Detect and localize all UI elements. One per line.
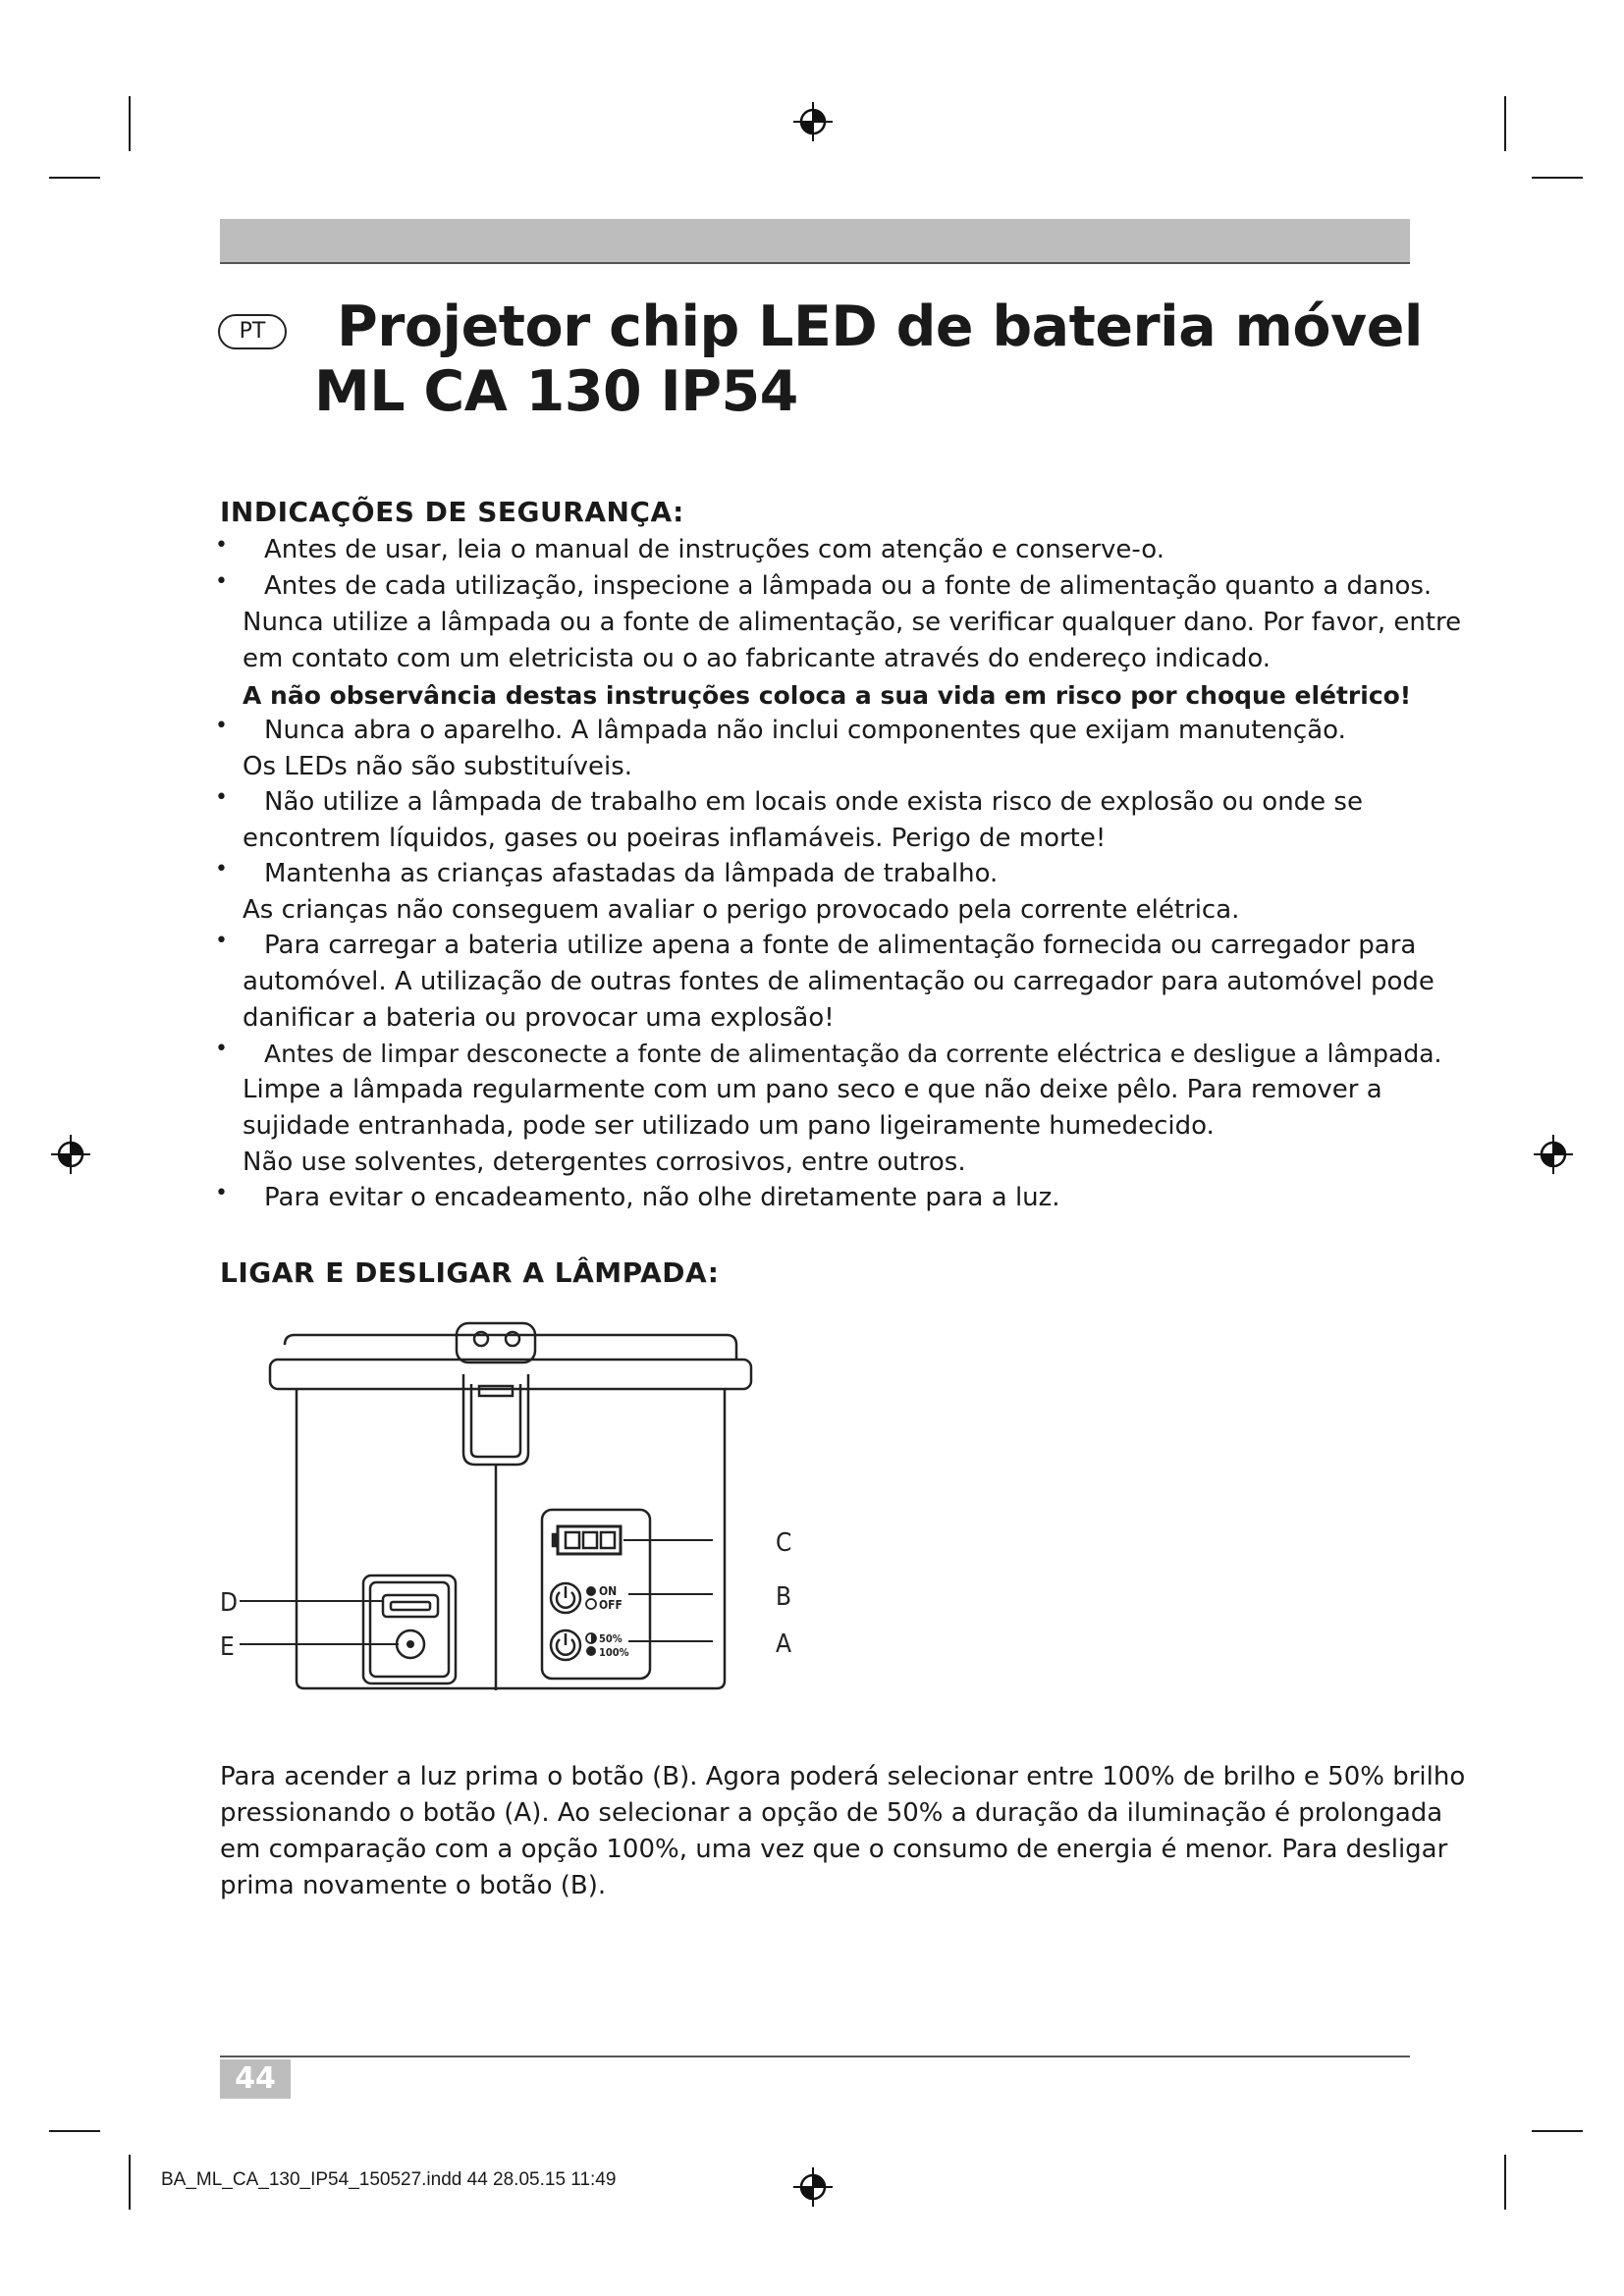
- bullet-icon: •: [215, 857, 228, 881]
- registration-mark-icon: [51, 1135, 90, 1174]
- crop-mark: [1504, 2155, 1506, 2210]
- bullet-icon: •: [215, 785, 228, 810]
- crop-mark: [49, 2130, 100, 2132]
- lamp-lid-rim: [270, 1360, 751, 1389]
- registration-mark-icon: [1534, 1135, 1573, 1174]
- crop-mark: [129, 2155, 131, 2210]
- lamp-lid: [285, 1335, 736, 1360]
- switching-paragraph-line: em comparação com a opção 100%, uma vez que o consumo de energia é menor. Para desligar: [220, 1835, 1448, 1864]
- page-title: Projetor chip LED de bateria móvel: [337, 294, 1423, 359]
- crop-mark: [1532, 2130, 1583, 2132]
- safety-line: Para evitar o encadeamento, não olhe diretamente para a luz.: [264, 1183, 1060, 1212]
- page-subtitle: ML CA 130 IP54: [314, 359, 798, 424]
- safety-line: automóvel. A utilização de outras fontes de alimentação ou carregador para automóvel pode: [243, 967, 1435, 996]
- bullet-icon: •: [215, 569, 228, 594]
- callout-d: D: [220, 1588, 239, 1618]
- switching-paragraph-line: pressionando o botão (A). Ao selecionar a opção de 50% a duração da iluminação é prolongada: [220, 1798, 1443, 1828]
- bullet-icon: •: [215, 1181, 228, 1205]
- safety-line: danificar a bateria ou provocar uma explosão!: [243, 1003, 835, 1033]
- switching-paragraph-line: Para acender a luz prima o botão (B). Agora poderá selecionar entre 100% de brilho e 50% brilho: [220, 1762, 1466, 1791]
- label-on: ON: [599, 1584, 618, 1598]
- safety-line: Para carregar a bateria utilize apena a fonte de alimentação fornecida ou carregador para: [264, 931, 1417, 960]
- safety-warning: A não observância destas instruções coloca a sua vida em risco por choque elétrico!: [243, 681, 1412, 710]
- language-badge: PT: [218, 314, 287, 349]
- safety-line: Não use solventes, detergentes corrosivos, entre outros.: [243, 1148, 966, 1177]
- registration-mark-icon: [793, 102, 833, 141]
- safety-line: Nunca abra o aparelho. A lâmpada não inclui componentes que exijam manutenção.: [264, 716, 1346, 745]
- safety-line: Não utilize a lâmpada de trabalho em locais onde exista risco de explosão ou onde se: [264, 787, 1363, 817]
- lamp-diagram: [206, 1315, 815, 1708]
- bullet-icon: •: [215, 929, 228, 953]
- switching-paragraph-line: prima novamente o botão (B).: [220, 1871, 607, 1900]
- safety-line: Antes de usar, leia o manual de instruções com atenção e conserve-o.: [264, 535, 1164, 564]
- safety-line: encontrem líquidos, gases ou poeiras inflamáveis. Perigo de morte!: [243, 824, 1107, 853]
- crop-mark: [1532, 177, 1583, 179]
- crop-mark: [49, 177, 100, 179]
- callout-c: C: [776, 1528, 792, 1558]
- safety-line: Antes de limpar desconecte a fonte de alimentação da corrente eléctrica e desligue a lâmpada.: [264, 1040, 1442, 1068]
- switching-heading: LIGAR E DESLIGAR A LÂMPADA:: [220, 1256, 720, 1289]
- crop-mark: [1504, 96, 1506, 151]
- registration-mark-icon: [793, 2167, 833, 2207]
- safety-line: Os LEDs não são substituíveis.: [243, 752, 633, 781]
- callout-e: E: [220, 1632, 235, 1662]
- label-100: 100%: [599, 1646, 629, 1659]
- header-bar: [220, 219, 1410, 264]
- safety-line: em contato com um eletricista ou o ao fabricante através do endereço indicado.: [243, 644, 1272, 673]
- label-off: OFF: [599, 1598, 623, 1612]
- crop-mark: [129, 96, 131, 151]
- safety-line: Nunca utilize a lâmpada ou a fonte de alimentação, se verificar qualquer dano. Por favor, entre: [243, 608, 1462, 637]
- safety-heading: INDICAÇÕES DE SEGURANÇA:: [220, 496, 684, 528]
- bullet-icon: •: [215, 1037, 228, 1061]
- bullet-icon: •: [215, 714, 228, 738]
- page-number: 44: [220, 2059, 291, 2099]
- bullet-icon: •: [215, 533, 228, 558]
- safety-line: sujidade entranhada, pode ser utilizado um pano ligeiramente humedecido.: [243, 1111, 1215, 1141]
- safety-line: As crianças não conseguem avaliar o perigo provocado pela corrente elétrica.: [243, 895, 1240, 925]
- print-slug: BA_ML_CA_130_IP54_150527.indd 44 28.05.15 11:49: [161, 2169, 617, 2190]
- lamp-handle: [457, 1323, 535, 1362]
- safety-line: Antes de cada utilização, inspecione a lâmpada ou a fonte de alimentação quanto a danos.: [264, 571, 1433, 601]
- footer-rule: [220, 2056, 1410, 2057]
- safety-line: Mantenha as crianças afastadas da lâmpada de trabalho.: [264, 859, 999, 888]
- battery-indicator-icon: [558, 1526, 621, 1554]
- safety-line: Limpe a lâmpada regularmente com um pano seco e que não deixe pêlo. Para remover a: [243, 1075, 1382, 1104]
- label-50: 50%: [599, 1632, 623, 1645]
- callout-b: B: [776, 1582, 792, 1612]
- callout-a: A: [776, 1629, 791, 1659]
